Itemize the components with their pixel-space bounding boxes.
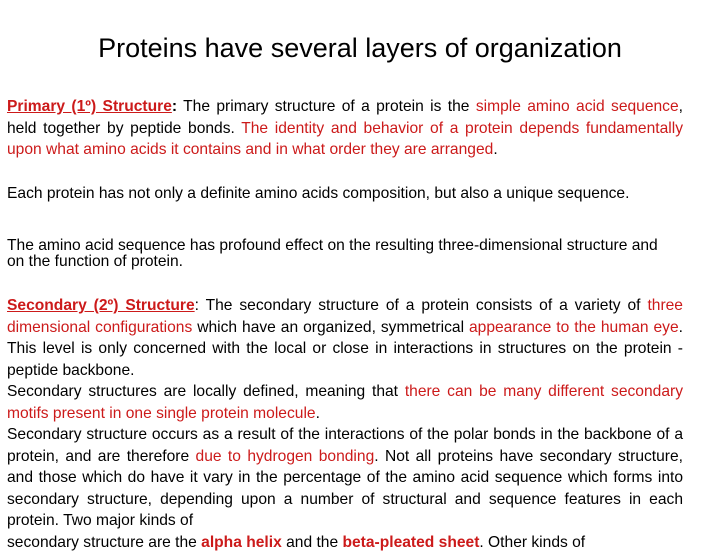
primary-colon: : [172, 98, 177, 115]
primary-highlight-2: The identity and behavior of a protein depends fundamentally upon what amino acids it contains and in what order they are arranged [7, 120, 683, 159]
secondary-p3-highlight: due to hydrogen bonding [196, 448, 375, 465]
secondary-highlight-2: appearance to the human eye [469, 319, 679, 336]
primary-text-2: , held together by peptide bonds. [7, 98, 683, 137]
secondary-p4-text: secondary structure are the [7, 534, 201, 551]
secondary-text-3: . This level is only concerned with the local or close in interactions in structures on the protein - peptide backbone. [7, 319, 683, 379]
primary-structure-paragraph [7, 96, 683, 161]
secondary-p4-end: . Other kinds of [479, 534, 585, 551]
secondary-paragraph-4 [7, 532, 683, 553]
secondary-p2-text: Secondary structures are locally defined, meaning that [7, 383, 405, 400]
secondary-structure-heading: Secondary (2º) Structure [7, 297, 195, 314]
secondary-paragraph-2 [7, 381, 683, 424]
secondary-paragraph-3 [7, 424, 683, 532]
primary-text-3: . [493, 141, 497, 158]
secondary-highlight-1: three dimensional configurations [7, 297, 683, 336]
sequence-effect-paragraph: The amino acid sequence has profound effect on the resulting three-dimensional structure and on the function of protein. [7, 238, 667, 270]
secondary-p2-end: . [316, 405, 320, 422]
secondary-p3-text: Secondary structure occurs as a result of the interactions of the polar bonds in the backbone of a protein, and are therefore [7, 426, 683, 465]
secondary-p2-highlight: there can be many different secondary motifs present in one single protein molecule [7, 383, 683, 422]
primary-highlight-1: simple amino acid sequence [476, 98, 679, 115]
alpha-helix-highlight: alpha helix [201, 534, 282, 551]
secondary-text-1: : The secondary structure of a protein consists of a variety of [195, 297, 648, 314]
beta-sheet-highlight: beta-pleated sheet [342, 534, 479, 551]
primary-text-1: The primary structure of a protein is the [177, 98, 476, 115]
slide-title: Proteins have several layers of organization [0, 31, 720, 65]
secondary-p4-and: and the [282, 534, 343, 551]
primary-structure-sentence-2: Each protein has not only a definite amino acids composition, but also a unique sequence. [7, 186, 667, 202]
secondary-p3-end: . Not all proteins have secondary structure, and those which do have it vary in the percentage of the amino acid sequence which forms into secondary structure, depending upon a number of structural and sequence features in each protein. Two major kinds of [7, 448, 683, 530]
primary-structure-heading: Primary (1º) Structure [7, 98, 172, 115]
secondary-structure-paragraph [7, 295, 683, 553]
secondary-text-2: which have an organized, symmetrical [192, 319, 469, 336]
